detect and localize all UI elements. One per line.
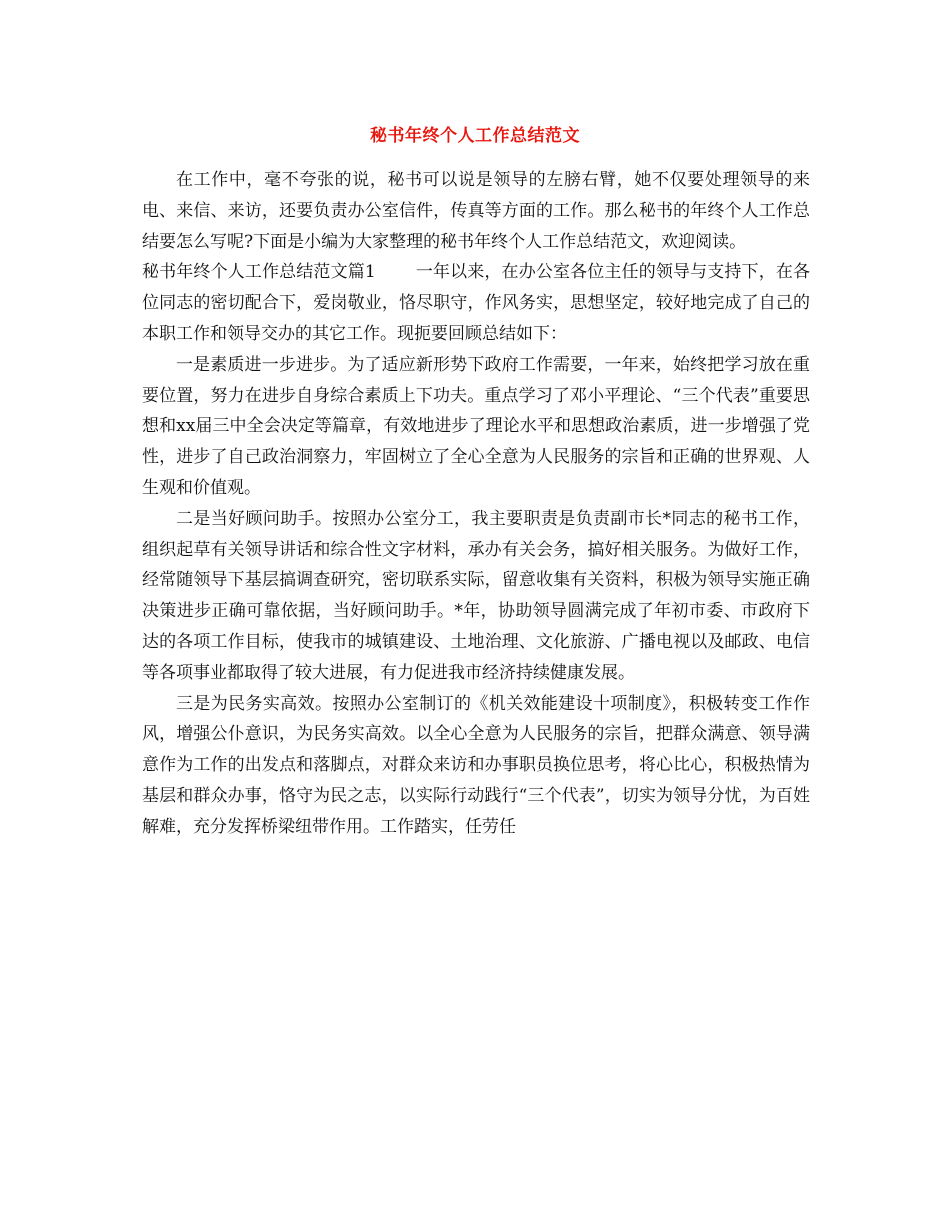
document-body (142, 165, 810, 843)
body-paragraph-1: 一是素质进一步进步。为了适应新形势下政府工作需要，一年来，始终把学习放在重要位置，努力在进步自身综合素质上下功夫。重点学习了邓小平理论、“三个代表”重要思想和xx届三中全会决定等篇章，有效地进步了理论水平和思想政治素质，进一步增强了党性，进步了自己政治洞察力，牢固树立了全心全意为人民服务的宗旨和正确的世界观、人生观和价值观。 (142, 354, 810, 498)
body-paragraph-3: 三是为民务实高效。按照办公室制订的《机关效能建设十项制度》，积极转变工作作风，增强公仆意识，为民务实高效。以全心全意为人民服务的宗旨，把群众满意、领导满意作为工作的出发点和落脚点，对群众来访和办事职员换位思考，将心比心，积极热情为基层和群众办事，恪守为民之志，以实际行动践行“三个代表”，切实为领导分忧，为百姓解难，充分发挥桥梁纽带作用。工作踏实，任劳任 (142, 693, 810, 837)
body-paragraph-2: 二是当好顾问助手。按照办公室分工，我主要职责是负责副市长*同志的秘书工作，组织起草有关领导讲话和综合性文字材料，承办有关会务，搞好相关服务。为做好工作，经常随领导下基层搞调查研究，密切联系实际，留意收集有关资料，积极为领导实施正确决策进步正确可靠依据，当好顾问助手。*年，协助领导圆满完成了年初市委、市政府下达的各项工作目标，使我市的城镇建设、土地治理、文化旅游、广播电视以及邮政、电信等各项事业都取得了较大进展，有力促进我市经济持续健康发展。 (142, 508, 810, 683)
document-title: 秘书年终个人工作总结范文 (370, 126, 580, 146)
section-paragraph (142, 257, 810, 349)
section-opening: 一年以来，在办公室各位主任的领导与支持下，在各位同志的密切配合下，爱岗敬业，恪尽职守，作风务实，思想坚定，较好地完成了自己的本职工作和领导交办的其它工作。现扼要回顾总结如下： (142, 262, 810, 344)
section-heading: 秘书年终个人工作总结范文篇1 (142, 262, 376, 283)
intro-paragraph: 在工作中，毫不夸张的说，秘书可以说是领导的左膀右臂，她不仅要处理领导的来电、来信、来访，还要负责办公室信件，传真等方面的工作。那么秘书的年终个人工作总结要怎么写呢?下面是小编为大家整理的秘书年终个人工作总结范文，欢迎阅读。 (142, 170, 810, 252)
